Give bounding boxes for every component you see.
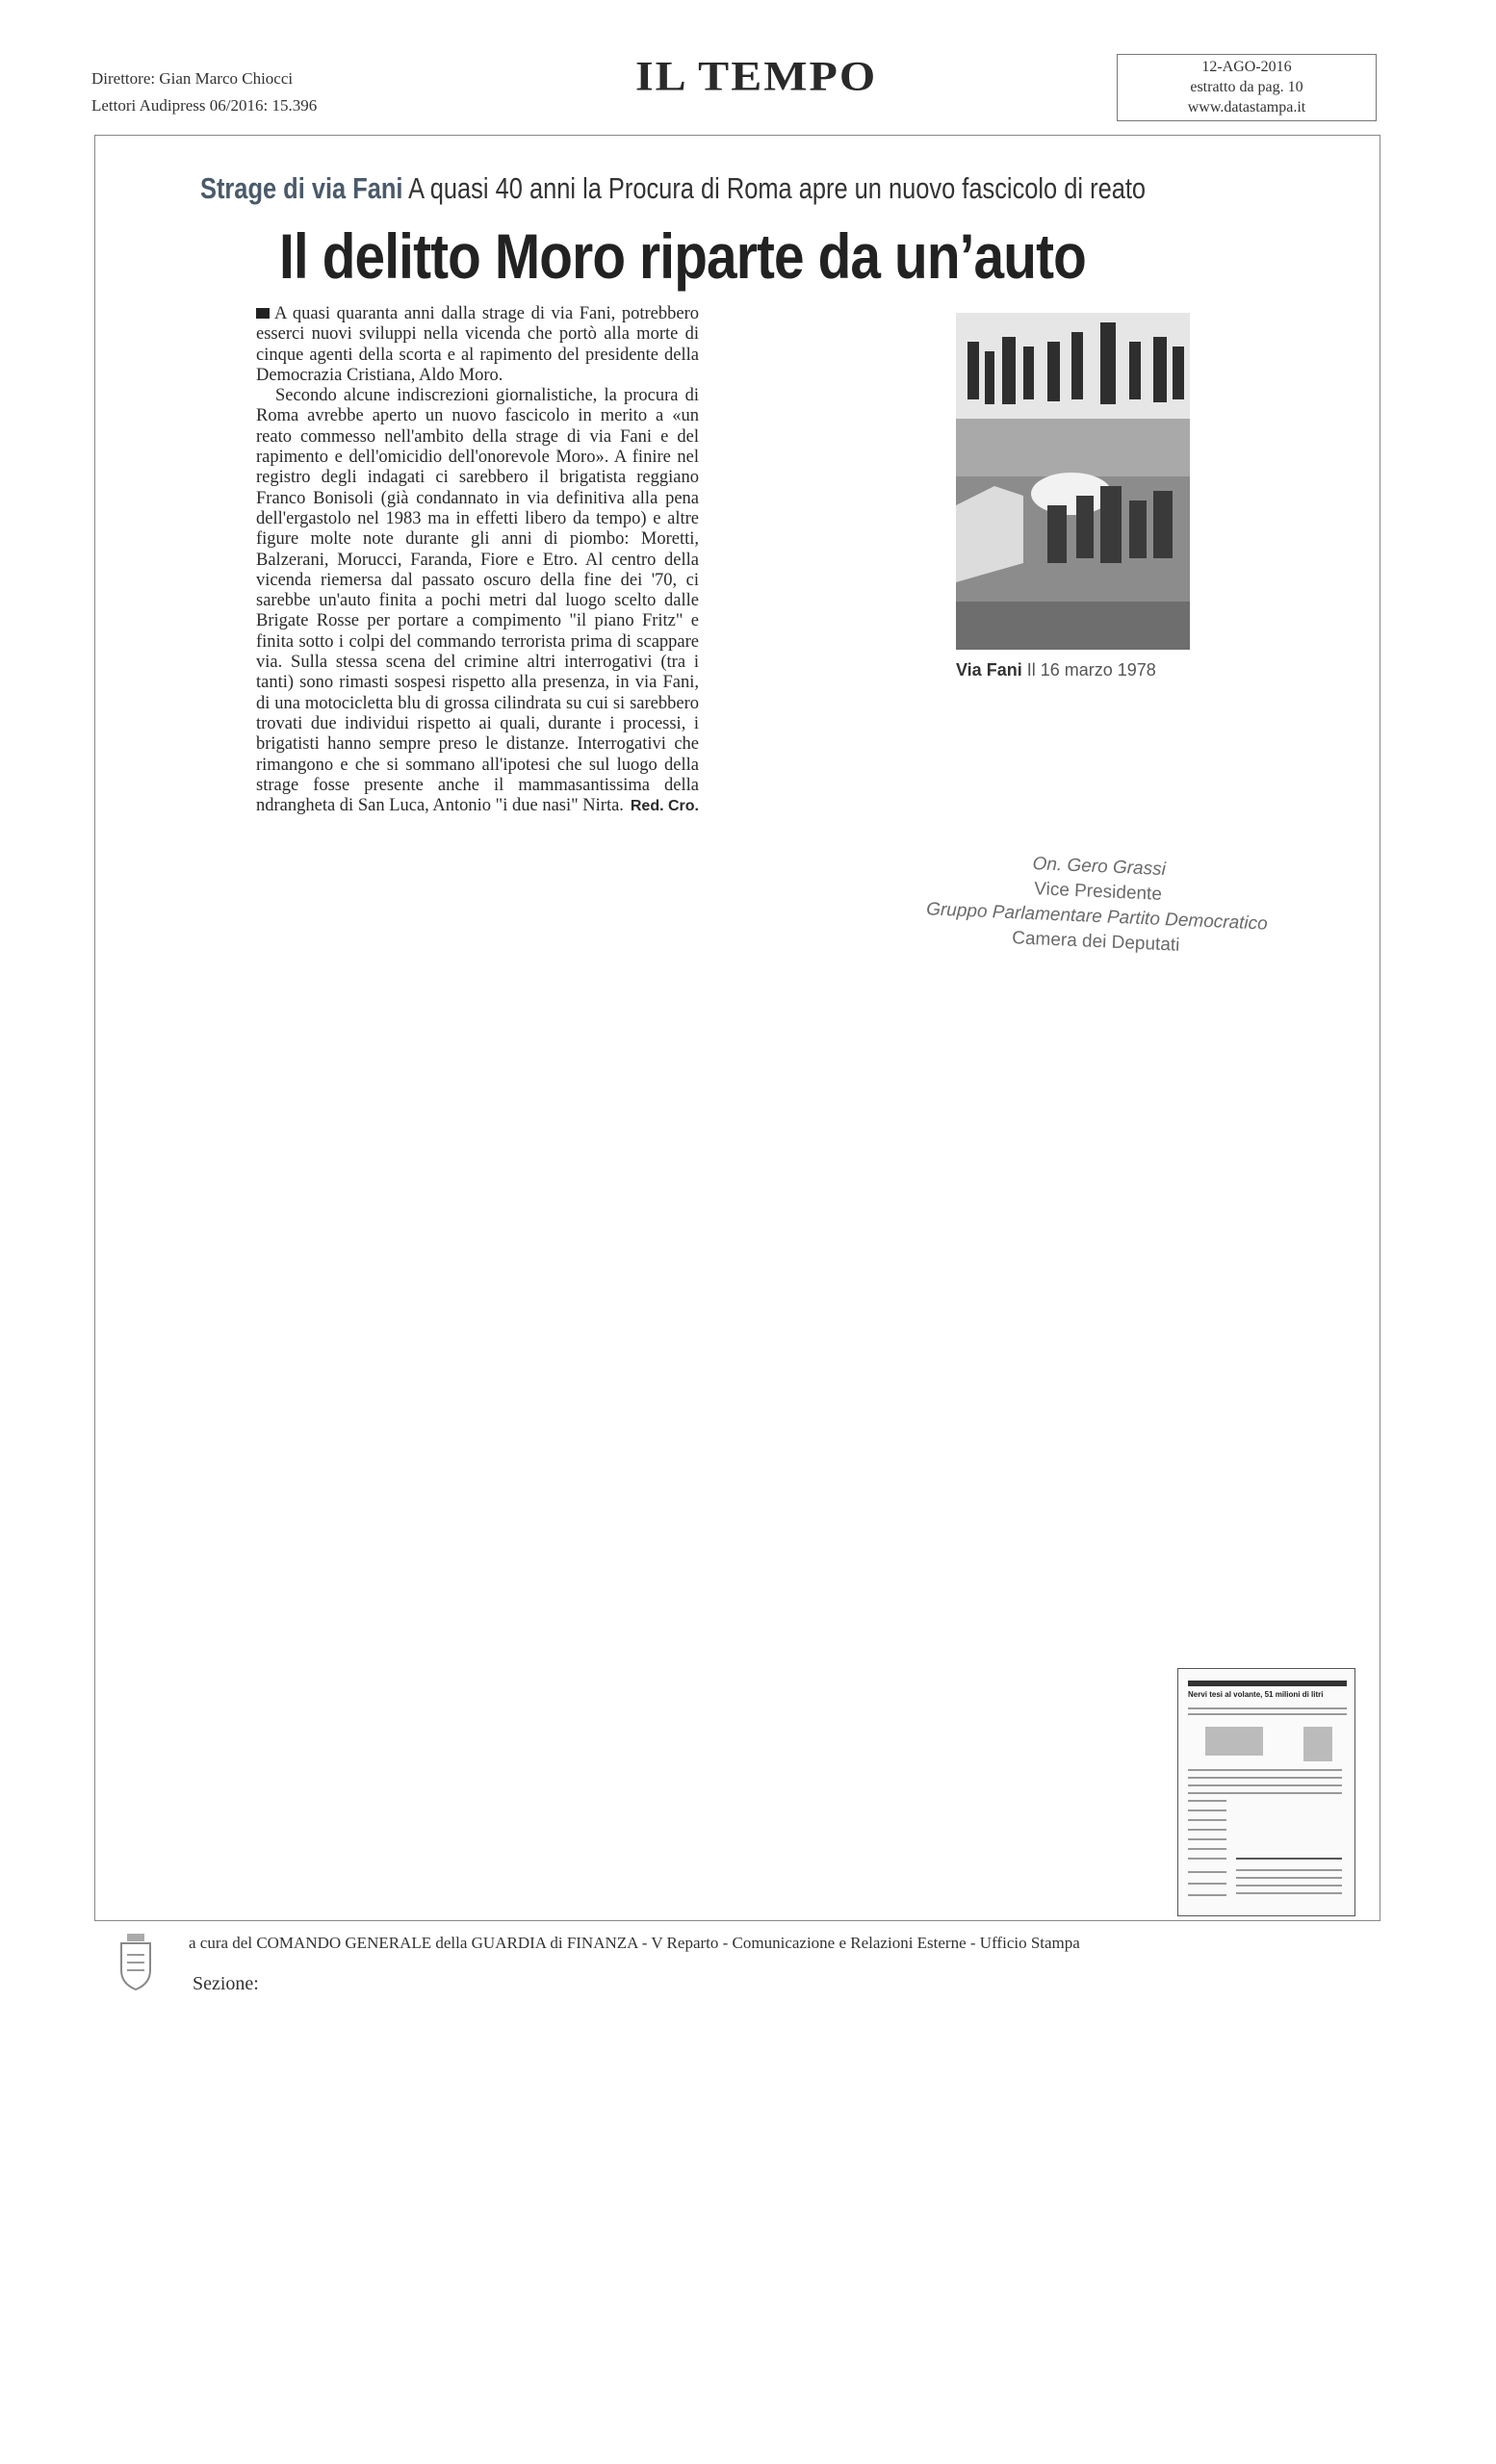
caption-location: Via Fani	[956, 660, 1022, 680]
photo-caption	[956, 660, 1156, 680]
thumbnail-title: Nervi tesi al volante, 51 milioni di litri	[1188, 1690, 1324, 1699]
stamp-role: Vice Presidente	[1033, 879, 1163, 905]
article-body	[256, 304, 699, 817]
footer-credit: a cura del COMANDO GENERALE della GUARDIA di FINANZA - V Reparto - Comunicazione e Relazioni Esterne - Ufficio Stampa	[189, 1934, 1080, 1952]
director-line: Direttore: Gian Marco Chiocci	[91, 69, 294, 88]
thumbnail-photo	[1205, 1727, 1263, 1756]
stamp-name: On. Gero Grassi	[1032, 854, 1167, 881]
extract-info-box	[1117, 54, 1377, 121]
street-scene-image	[956, 313, 1190, 650]
article-paragraph	[256, 304, 699, 386]
stamp-chamber: Camera dei Deputati	[1011, 928, 1180, 956]
kicker-subtitle: A quasi 40 anni la Procura di Roma apre un nuovo fascicolo di reato	[408, 171, 1147, 205]
kicker-topic: Strage di via Fani	[200, 171, 403, 205]
article-paragraph: Secondo alcune indiscrezioni giornalistiche, la procura di Roma avrebbe aperto un nuovo fascicolo in merito a «un reato commesso nell'ambito della strage di via Fani e del rapimento e dell'omicidio dell'onorevole Moro». A finire nel registro degli indagati ci sarebbero il brigatista reggiano Franco Bonisoli (già condannato in via definitiva alla pena dell'ergastolo nel 1983 ma in effetti libero da tempo) e altre figure molte note durante gli anni di piombo: Moretti, Balzerani, Morucci, Faranda, Fiore e Etro. Al centro della vicenda riemersa dal passato oscuro della fine dei '70, ci sarebbe un'auto finita a pochi metri dal luogo scelto dalle Brigate Rosse per portare a compimento "il piano Fritz" e finita sotto i colpi del commando terrorista prima di scappare via. Sulla stessa scena del crimine altri interrogativi (tra i tanti) sono rimasti sospesi rispetto alla presenza, in via Fani, di una motocicletta blu di grossa cilindrata su cui si sarebbero trovati due individui rispetto ai quali, durante i processi, i brigatisti hanno sempre preso le distanze. Interrogativi che rimangono e che si sommano all'ipotesi che sul luogo della strage fosse presente anche il mammasantissima della ndrangheta di San Luca, Antonio "i due nasi" Nirta.	[256, 386, 699, 816]
header-info	[91, 65, 317, 119]
stamp-group: Gruppo Parlamentare Partito Democratico	[925, 899, 1269, 935]
extract-date: 12-AGO-2016	[1201, 59, 1292, 75]
page-thumbnail	[1177, 1668, 1355, 1916]
readers-line: Lettori Audipress 06/2016: 15.396	[91, 96, 318, 115]
deputy-stamp	[884, 845, 1311, 963]
thumbnail-header-bar	[1188, 1681, 1347, 1686]
paragraph-1-text: A quasi quaranta anni dalla strage di via Fani, potrebbero esserci nuovi sviluppi nella vicenda che portò alla morte di cinque agenti della scorta e al rapimento del presidente della Democrazia Cristiana, Aldo Moro.	[256, 304, 699, 385]
footer-section-label: Sezione:	[193, 1973, 259, 1994]
guardia-di-finanza-crest-icon	[114, 1932, 158, 1991]
article-photo	[956, 313, 1190, 650]
article-signoff: Red. Cro.	[630, 798, 699, 815]
article-headline: Il delitto Moro riparte da un’auto	[279, 220, 1086, 292]
newspaper-masthead: IL TEMPO	[635, 53, 878, 100]
extract-page: estratto da pag. 10	[1190, 79, 1303, 95]
extract-website: www.datastampa.it	[1187, 99, 1306, 116]
paragraph-marker-icon	[256, 308, 270, 319]
caption-date: Il 16 marzo 1978	[1026, 660, 1156, 680]
thumbnail-photo	[1303, 1727, 1332, 1761]
article-kicker	[200, 171, 1146, 206]
